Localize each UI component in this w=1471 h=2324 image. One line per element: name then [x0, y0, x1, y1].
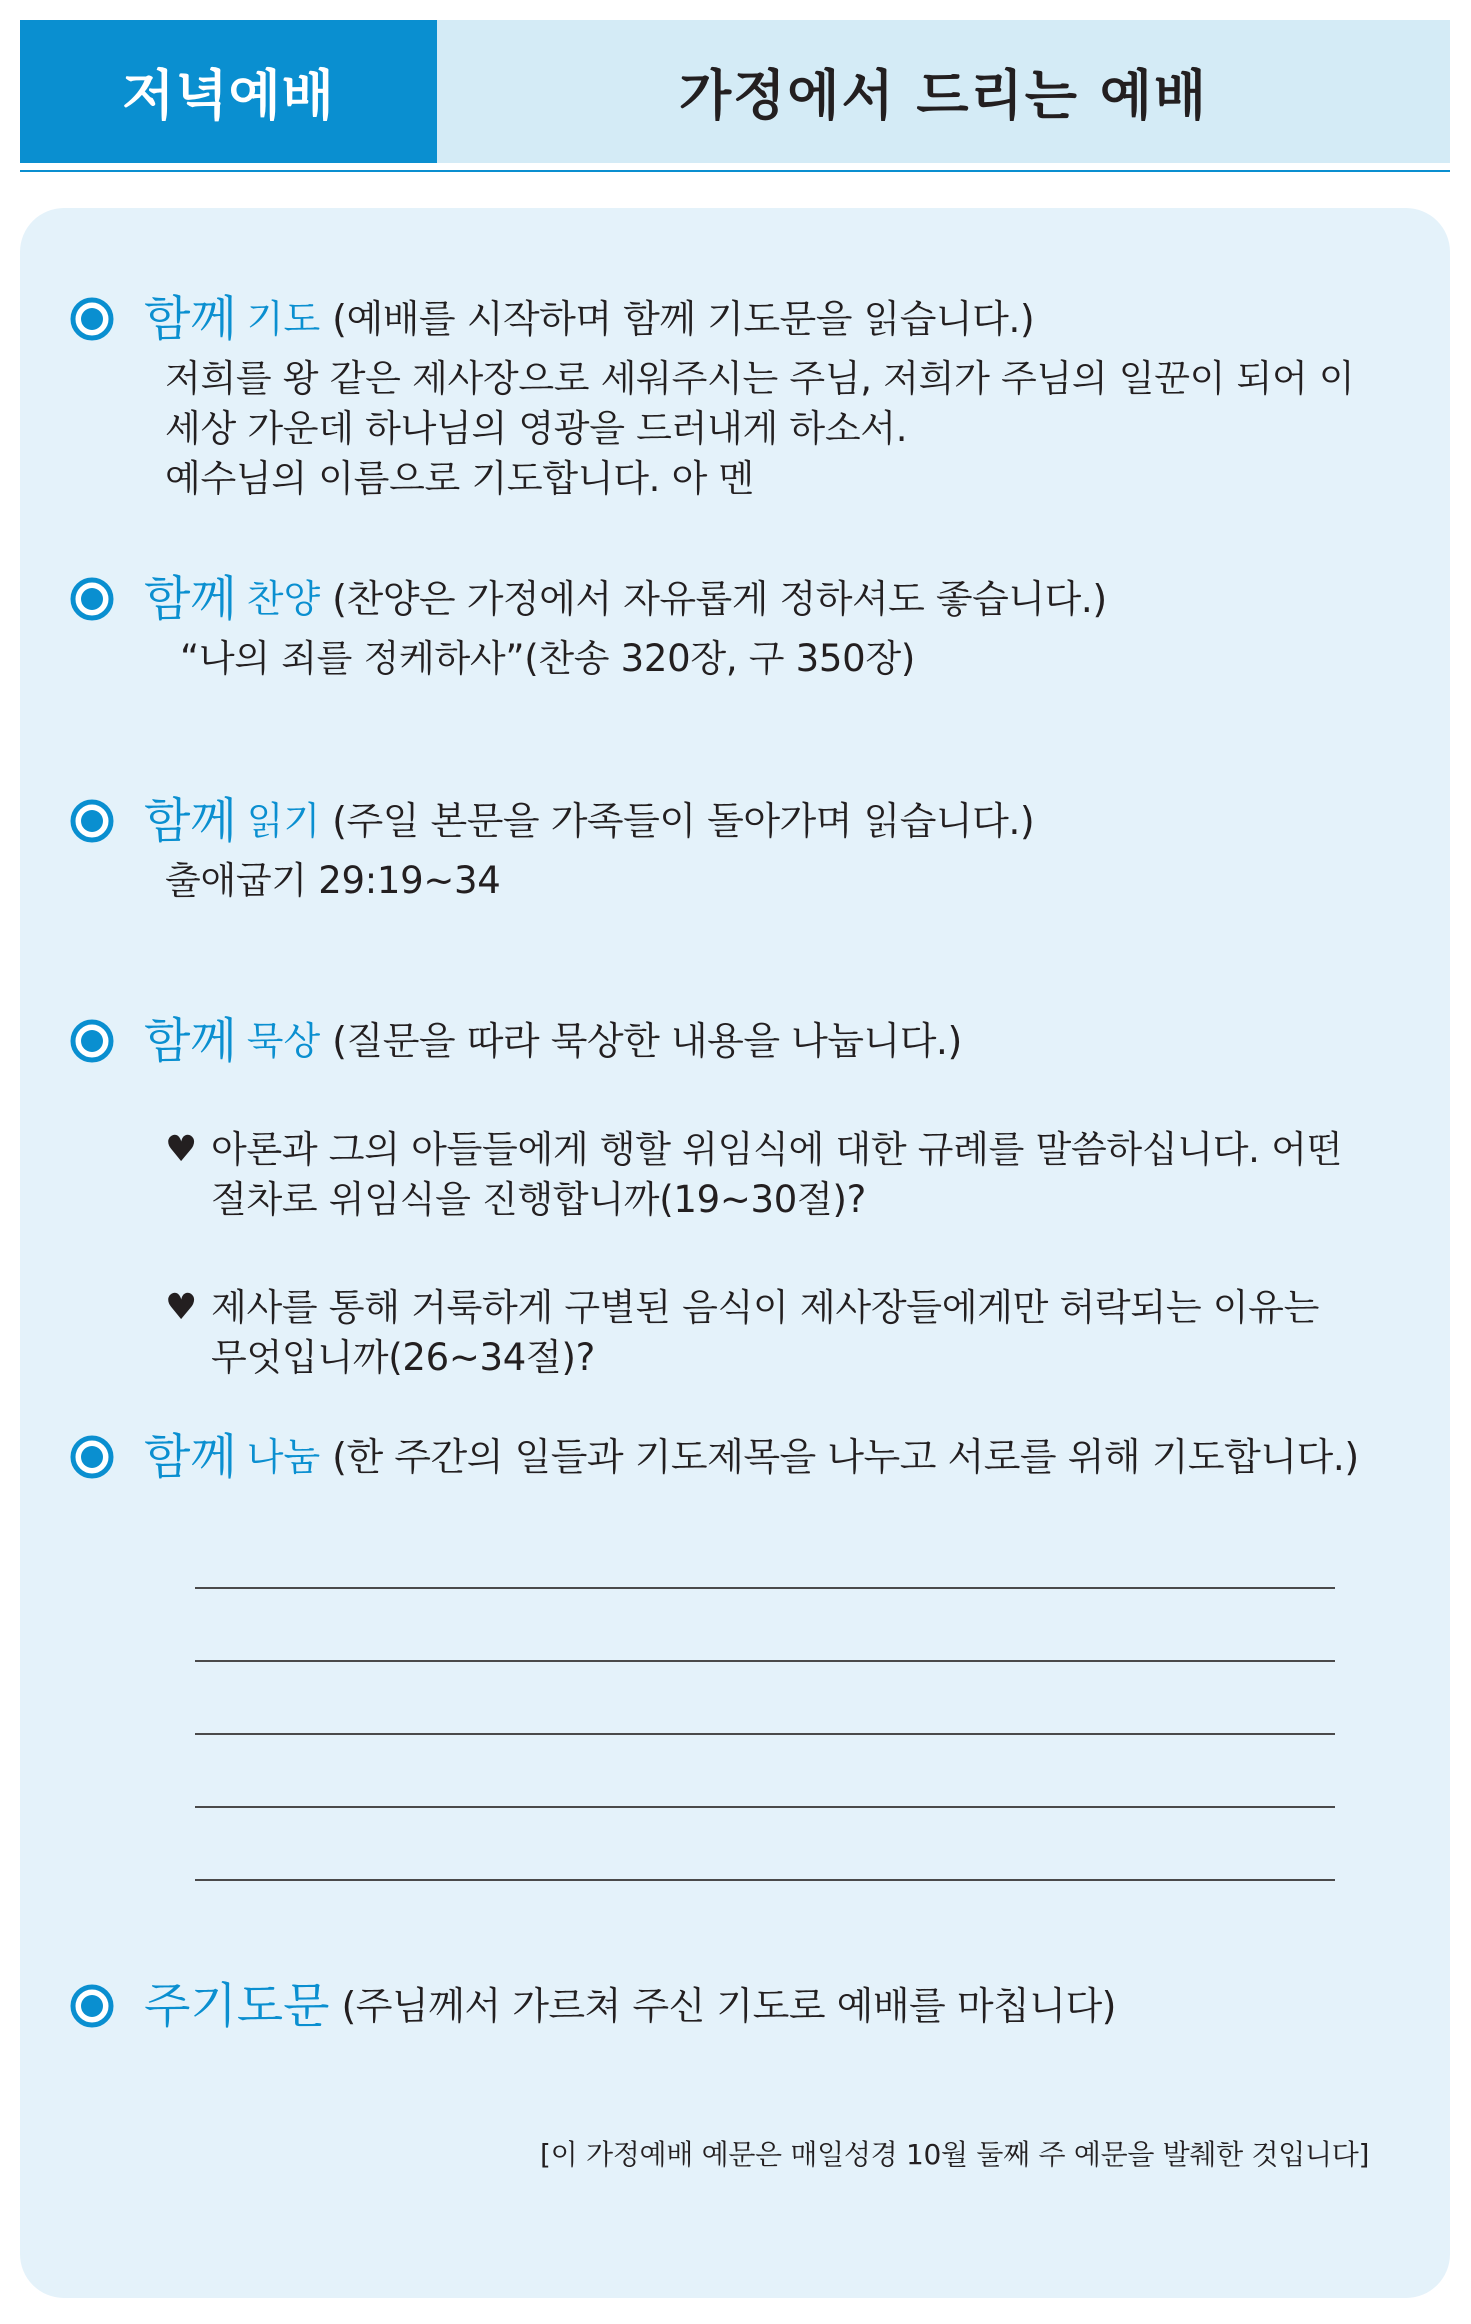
prayer-line: 저희를 왕 같은 제사장으로 세워주시는 주님, 저희가 주님의 일꾼이 되어 이 [165, 357, 1355, 400]
service-label: 저녁예배 [20, 20, 437, 163]
header-bar [20, 20, 1450, 163]
heart-icon: ♥ [165, 1129, 197, 1170]
writing-line[interactable] [195, 1879, 1335, 1881]
target-circle-icon [70, 1984, 114, 2028]
section-note: (주일 본문을 가족들이 돌아가며 읽습니다.) [332, 799, 1035, 843]
section-note: (주님께서 가르쳐 주신 기도로 예배를 마칩니다) [341, 1984, 1116, 2028]
question-line: 무엇입니까(26~34절)? [211, 1336, 595, 1379]
heart-icon: ♥ [165, 1287, 197, 1328]
writing-line[interactable] [195, 1806, 1335, 1808]
meditation-question [165, 1283, 1320, 1383]
target-circle-icon [70, 577, 114, 621]
section-prayer [70, 290, 1370, 504]
section-heading [70, 1977, 1370, 2035]
writing-line[interactable] [195, 1733, 1335, 1735]
header-divider [20, 170, 1450, 172]
section-note: (예배를 시작하며 함께 기도문을 읽습니다.) [332, 297, 1035, 341]
writing-line[interactable] [195, 1587, 1335, 1589]
section-heading [70, 792, 1370, 850]
section-heading [70, 1428, 1370, 1486]
target-circle-icon [70, 1019, 114, 1063]
section-reading [70, 792, 1370, 906]
target-circle-icon [70, 1435, 114, 1479]
question-line: 제사를 통해 거룩하게 구별된 음식이 제사장들에게만 허락되는 이유는 [211, 1286, 1320, 1329]
prayer-line: 예수님의 이름으로 기도합니다. 아 멘 [165, 457, 754, 500]
section-heading [70, 1012, 1370, 1070]
section-heading [70, 290, 1370, 348]
section-subtitle: 찬양 [246, 577, 321, 621]
section-note: (찬양은 가정에서 자유롭게 정하셔도 좋습니다.) [332, 577, 1107, 621]
section-title: 주기도문 [144, 1978, 330, 2034]
section-title: 함께 [144, 793, 237, 849]
section-title: 함께 [144, 571, 237, 627]
section-meditation [70, 1012, 1370, 1070]
section-title: 함께 [144, 291, 237, 347]
hymn-line: “나의 죄를 정케하사”(찬송 320장, 구 350장) [180, 637, 915, 680]
section-lords-prayer [70, 1977, 1370, 2035]
section-title: 함께 [144, 1429, 237, 1485]
question-line: 절차로 위임식을 진행합니까(19~30절)? [211, 1178, 866, 1221]
meditation-question [165, 1125, 1342, 1225]
section-heading [70, 570, 1370, 628]
section-note: (한 주간의 일들과 기도제목을 나누고 서로를 위해 기도합니다.) [332, 1435, 1359, 1479]
prayer-line: 세상 가운데 하나님의 영광을 드러내게 하소서. [165, 407, 908, 450]
page-title: 가정에서 드리는 예배 [678, 64, 1209, 127]
question-line: 아론과 그의 아들들에게 행할 위임식에 대한 규례를 말씀하십니다. 어떤 [211, 1128, 1342, 1171]
section-note: (질문을 따라 묵상한 내용을 나눕니다.) [332, 1019, 962, 1063]
section-subtitle: 읽기 [246, 799, 321, 843]
section-praise [70, 570, 1370, 684]
writing-line[interactable] [195, 1660, 1335, 1662]
section-title: 함께 [144, 1013, 237, 1069]
scripture-reference: 출애굽기 29:19~34 [165, 859, 501, 902]
section-subtitle: 기도 [246, 297, 321, 341]
section-subtitle: 나눔 [246, 1435, 321, 1479]
section-sharing [70, 1428, 1370, 1486]
source-footnote: [이 가정예배 예문은 매일성경 10월 둘째 주 예문을 발췌한 것입니다] [540, 2138, 1370, 2171]
target-circle-icon [70, 799, 114, 843]
target-circle-icon [70, 297, 114, 341]
section-subtitle: 묵상 [246, 1019, 321, 1063]
